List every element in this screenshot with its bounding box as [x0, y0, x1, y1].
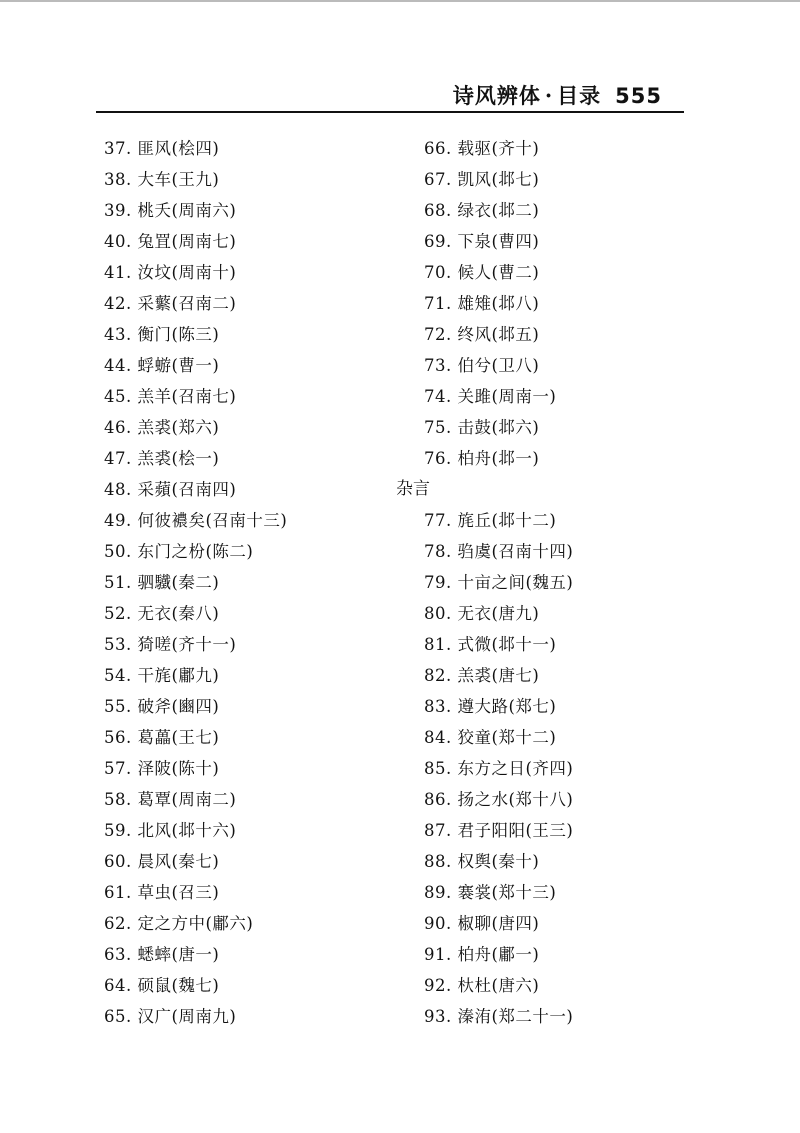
page-number: 555 — [615, 84, 662, 108]
toc-entry: 91. 柏舟(鄘一) — [424, 945, 540, 964]
toc-entry: 77. 旄丘(邶十二) — [424, 511, 557, 530]
toc-entry: 76. 柏舟(邶一) — [424, 449, 540, 468]
toc-entry: 58. 葛覃(周南二) — [104, 790, 237, 809]
toc-entry: 49. 何彼襛矣(召南十三) — [104, 511, 288, 530]
header-rule — [96, 111, 684, 113]
toc-entry: 56. 葛藟(王七) — [104, 728, 220, 747]
toc-entry: 62. 定之方中(鄘六) — [104, 914, 254, 933]
toc-entry: 39. 桃夭(周南六) — [104, 201, 237, 220]
toc-entry: 43. 衡门(陈三) — [104, 325, 220, 344]
toc-entry: 92. 杕杜(唐六) — [424, 976, 540, 995]
toc-entry: 90. 椒聊(唐四) — [424, 914, 540, 933]
toc-entry: 41. 汝坟(周南十) — [104, 263, 237, 282]
toc-entry: 45. 羔羊(召南七) — [104, 387, 237, 406]
toc-entry: 61. 草虫(召三) — [104, 883, 220, 902]
toc-entry: 42. 采蘩(召南二) — [104, 294, 237, 313]
book-title: 诗风辨体 — [452, 83, 541, 108]
toc-entry: 46. 羔裘(郑六) — [104, 418, 220, 437]
toc-entry: 80. 无衣(唐九) — [424, 604, 540, 623]
toc-entry: 85. 东方之日(齐四) — [424, 759, 574, 778]
toc-entry: 65. 汉广(周南九) — [104, 1007, 237, 1026]
toc-entry: 53. 猗嗟(齐十一) — [104, 635, 237, 654]
toc-entry: 57. 泽陂(陈十) — [104, 759, 220, 778]
toc-entry: 75. 击鼓(邶六) — [424, 418, 540, 437]
toc-right-group-b — [396, 505, 573, 1032]
toc-entry: 74. 关雎(周南一) — [424, 387, 557, 406]
toc-entry: 72. 终风(邶五) — [424, 325, 540, 344]
toc-entry: 71. 雄雉(邶八) — [424, 294, 540, 313]
toc-entry: 73. 伯兮(卫八) — [424, 356, 540, 375]
toc-entry: 55. 破斧(豳四) — [104, 697, 220, 716]
toc-entry: 67. 凯风(邶七) — [424, 170, 540, 189]
toc-entry: 70. 候人(曹二) — [424, 263, 540, 282]
toc-entry: 40. 兔罝(周南七) — [104, 232, 237, 251]
toc-entry: 69. 下泉(曹四) — [424, 232, 540, 251]
toc-entry: 88. 权舆(秦十) — [424, 852, 540, 871]
toc-entry: 89. 褰裳(郑十三) — [424, 883, 557, 902]
toc-entry: 48. 采蘋(召南四) — [104, 480, 237, 499]
toc-entry: 84. 狡童(郑十二) — [424, 728, 557, 747]
toc-right-group-a — [396, 133, 573, 474]
toc-entry: 54. 干旄(鄘九) — [104, 666, 220, 685]
toc-entry: 79. 十亩之间(魏五) — [424, 573, 574, 592]
toc-entry: 68. 绿衣(邶二) — [424, 201, 540, 220]
toc-entry: 38. 大车(王九) — [104, 170, 220, 189]
top-edge-rule — [0, 0, 800, 2]
toc-entry: 47. 羔裘(桧一) — [104, 449, 220, 468]
toc-entry: 59. 北风(邶十六) — [104, 821, 237, 840]
toc-entry: 87. 君子阳阳(王三) — [424, 821, 574, 840]
toc-entry: 60. 晨风(秦七) — [104, 852, 220, 871]
section-name: 目录 — [557, 83, 602, 108]
header-separator: · — [544, 83, 554, 108]
toc-entry: 78. 驺虞(召南十四) — [424, 542, 574, 561]
toc-right-column — [396, 133, 573, 1032]
toc-entry: 66. 载驱(齐十) — [424, 139, 540, 158]
toc-entry: 82. 羔裘(唐七) — [424, 666, 540, 685]
toc-entry: 86. 扬之水(郑十八) — [424, 790, 574, 809]
toc-entry: 93. 溱洧(郑二十一) — [424, 1007, 574, 1026]
toc-left-column — [104, 133, 287, 1032]
toc-entry: 37. 匪风(桧四) — [104, 139, 220, 158]
toc-entry: 64. 硕鼠(魏七) — [104, 976, 220, 995]
toc-entry: 52. 无衣(秦八) — [104, 604, 220, 623]
running-header — [453, 80, 662, 110]
toc-entry: 83. 遵大路(郑七) — [424, 697, 557, 716]
toc-entry: 81. 式微(邶十一) — [424, 635, 557, 654]
section-heading: 杂言 — [396, 479, 430, 499]
toc-entry: 50. 东门之枌(陈二) — [104, 542, 254, 561]
toc-entry: 44. 蜉蝣(曹一) — [104, 356, 220, 375]
toc-entry: 51. 驷驖(秦二) — [104, 573, 220, 592]
toc-entry: 63. 蟋蟀(唐一) — [104, 945, 220, 964]
